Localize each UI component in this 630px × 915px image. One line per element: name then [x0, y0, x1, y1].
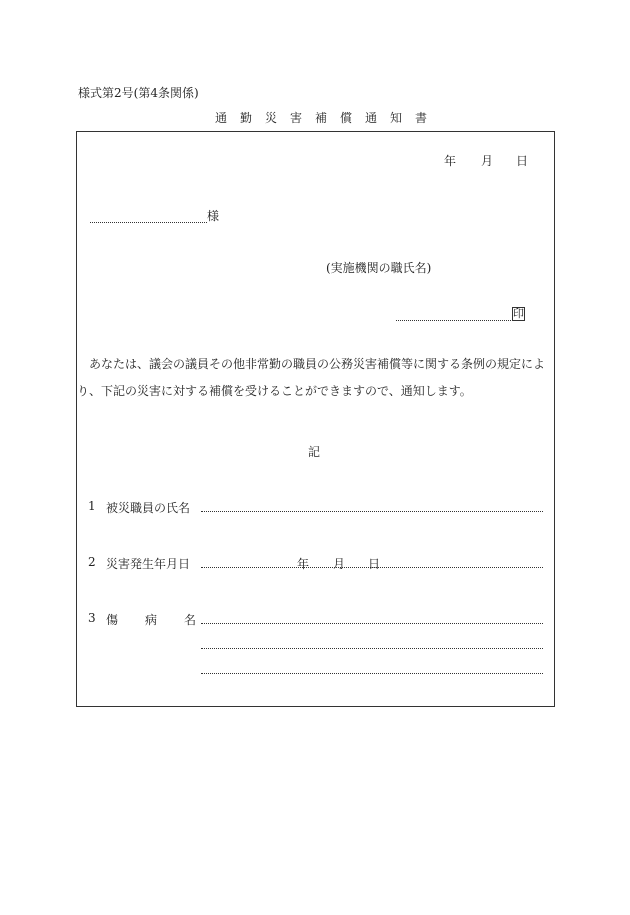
- date-day-label: 日: [516, 154, 529, 168]
- date-month-label: 月: [481, 154, 494, 168]
- item-2-number: 2: [88, 555, 96, 569]
- recipient-honorific: 様: [207, 209, 220, 223]
- seal-mark: 印: [513, 307, 524, 320]
- item-3-label: 傷病名: [106, 613, 224, 627]
- form-frame: [76, 131, 555, 707]
- date-year-label: 年: [444, 154, 457, 168]
- item-2-label: 災害発生年月日: [106, 557, 191, 571]
- item-2-month-label: 月: [333, 557, 346, 571]
- item-3-fill-line-3: [201, 673, 543, 674]
- form-number: 様式第2号(第4条関係): [78, 86, 199, 100]
- issuer-name-line: [396, 320, 511, 321]
- item-2-day-label: 日: [368, 557, 381, 571]
- recipient-name-line: [90, 222, 207, 223]
- ki-heading: 記: [308, 445, 321, 459]
- item-3-fill-line-1: [201, 623, 543, 624]
- item-1-label: 被災職員の氏名: [106, 501, 191, 515]
- item-1-fill-line: [201, 511, 543, 512]
- issuer-label: (実施機関の職氏名): [326, 261, 432, 275]
- item-3-fill-line-2: [201, 648, 543, 649]
- item-2-year-label: 年: [297, 557, 310, 571]
- body-text-line-2: り、下記の災害に対する補償を受けることができますので、通知します。: [77, 384, 472, 398]
- body-text-line-1: あなたは、議会の議員その他非常勤の職員の公務災害補償等に関する条例の規定によ: [89, 357, 546, 371]
- item-3-number: 3: [88, 611, 96, 625]
- item-1-number: 1: [88, 499, 96, 513]
- document-title: 通勤災害補償通知書: [215, 111, 441, 125]
